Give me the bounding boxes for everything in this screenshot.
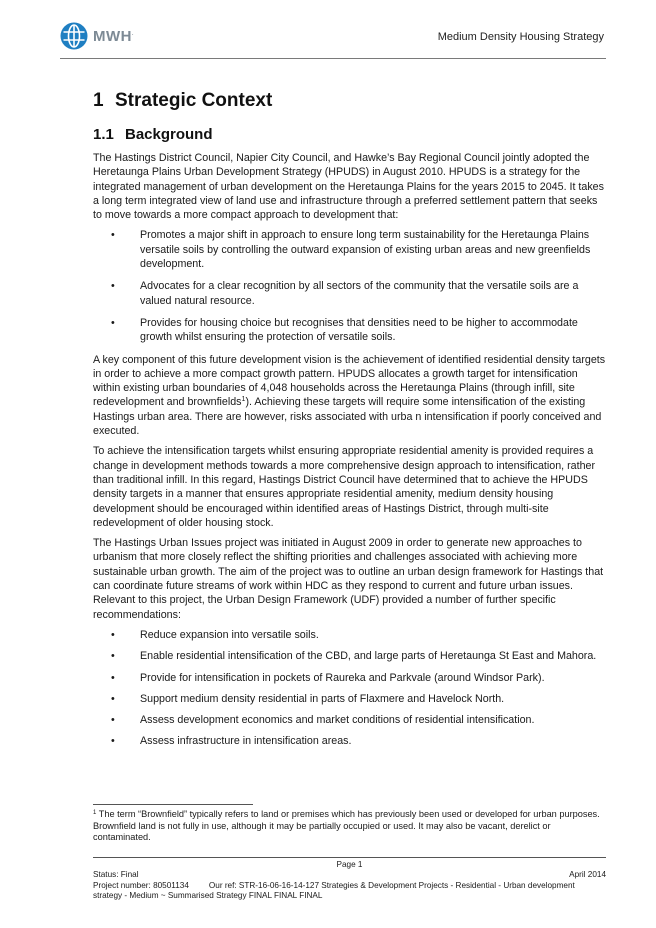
list-item: • Advocates for a clear recognition by all sectors of the community that the versatile soils are a valued natural resource. — [111, 280, 579, 307]
section-heading — [93, 90, 607, 116]
bullet-icon: • — [111, 650, 115, 663]
bullet-icon: • — [111, 671, 115, 684]
logo-wordmark: MWH. — [93, 27, 134, 45]
paragraph-urban-issues: The Hastings Urban Issues project was initiated in August 2009 in order to generate new approaches to urbanism that more closely reflect the shifting priorities and challenges associated with achieving more sustainable urban growth. The aim of the project was to outline an urban design framework for Hastings that can coordinate future streams of work within HDC as they respond to current and future urban issues. Relevant to this project, the Urban Design Framework (UDF) provided a number of further specific recommendations: — [93, 537, 604, 621]
paragraph-intensification: To achieve the intensification targets whilst ensuring appropriate residential amenity is provided requires a change in development methods towards a more comprehensive design approach to intensification, rather than traditional infill. In this regard, Hastings District Council have determined that to achieve the HPUDS density targets in a manner that ensures appropriate residential amenity, medium density housing development should be encouraged within identified areas of Hastings District, through multi-site redevelopment of older housing stock. — [93, 445, 596, 529]
hpuds-bullet-list — [93, 228, 607, 344]
footer-divider — [93, 857, 606, 858]
page-footer — [93, 860, 606, 901]
list-item: • Assess infrastructure in intensification areas. — [111, 735, 352, 748]
footnote — [93, 809, 605, 844]
paragraph-growth-targets: A key component of this future development vision is the achievement of identified residential density targets in order to achieve a more compact growth pattern. HPUDS allocates a growth target for intensification within existing urban boundaries of 4,048 households across the Heretaunga Plains (through infill, site redevelopment and brownfields$^1$). Achieving these targets will require some intensification of the existing Hastings urban area. There are however, risks associated with urba n intensification if poorly conceived and executed. — [93, 353, 606, 438]
bullet-icon: • — [111, 628, 115, 641]
footnote-divider — [93, 804, 253, 805]
subsection-number: 1.1 — [93, 126, 114, 143]
list-item: • Provide for intensification in pockets of Raureka and Parkvale (around Windsor Park). — [111, 671, 545, 684]
page-number: Page 1 — [336, 860, 363, 869]
bullet-icon: • — [111, 714, 115, 727]
mwh-logo — [60, 22, 134, 50]
bullet-icon: • — [111, 280, 115, 293]
footer-status-row — [93, 870, 606, 880]
bullet-icon: • — [111, 735, 115, 748]
list-item: • Support medium density residential in parts of Flaxmere and Havelock North. — [111, 692, 505, 705]
bullet-icon: • — [111, 229, 115, 242]
udf-bullet-list — [93, 628, 607, 749]
list-item: • Assess development economics and market conditions of residential intensification. — [111, 714, 535, 727]
footnote-text: The term “Brownfield” typically refers to land or premises which has previously been used or developed for urban purposes. Brownfield land is not fully in use, although it may be partially occupied or used. It may also be vacant, derelict or contaminated. — [93, 809, 600, 842]
subsection-heading — [93, 126, 607, 143]
bullet-icon: • — [111, 692, 115, 705]
list-item: • Promotes a major shift in approach to ensure long term sustainability for the Heretaunga Plains versatile soils by controlling the outward expansion of existing urban areas and new greenfields development. — [111, 229, 591, 271]
bullet-icon: • — [111, 316, 115, 329]
globe-logo-icon — [60, 22, 88, 50]
status-text: Status: Final — [93, 870, 139, 880]
section-number: 1 — [93, 90, 104, 111]
date-text: April 2014 — [569, 870, 606, 880]
section-title: Strategic Context — [115, 90, 273, 111]
list-item: • Enable residential intensification of the CBD, and large parts of Heretaunga St East and Mahora. — [111, 650, 597, 663]
footnote-number: 1 — [93, 810, 97, 816]
project-number: Project number: 80501134 — [93, 880, 189, 890]
paragraph-hpuds-intro: The Hastings District Council, Napier City Council, and Hawke’s Bay Regional Council jointly adopted the Heretaunga Plains Urban Development Strategy (HPUDS) in August 2010. HPUDS is a strategy for the integrated management of urban development on the Heretaunga Plains for the years 2015 to 2045. It takes a long term integrated view of land use and infrastructure through a preferred settlement pattern that seeks to move towards a more compact approach to development that: — [93, 152, 604, 222]
document-title: Medium Density Housing Strategy — [437, 31, 604, 43]
subsection-title: Background — [125, 126, 213, 143]
page-header — [60, 20, 606, 59]
list-item: • Reduce expansion into versatile soils. — [111, 628, 319, 641]
footer-reference-line — [93, 881, 606, 902]
main-content — [93, 90, 607, 757]
footnote-reference[interactable]: 1 — [241, 396, 246, 404]
list-item: • Provides for housing choice but recognises that densities need to be higher to accommodate growth whilst ensuring the protection of versatile soils. — [111, 316, 578, 344]
our-reference: Our ref: STR-16-06-16-14-127 Strategies & Development Projects - Residential - Urban development strategy - Medium ~ Summarised Strategy FINAL FINAL FINAL — [93, 880, 575, 900]
